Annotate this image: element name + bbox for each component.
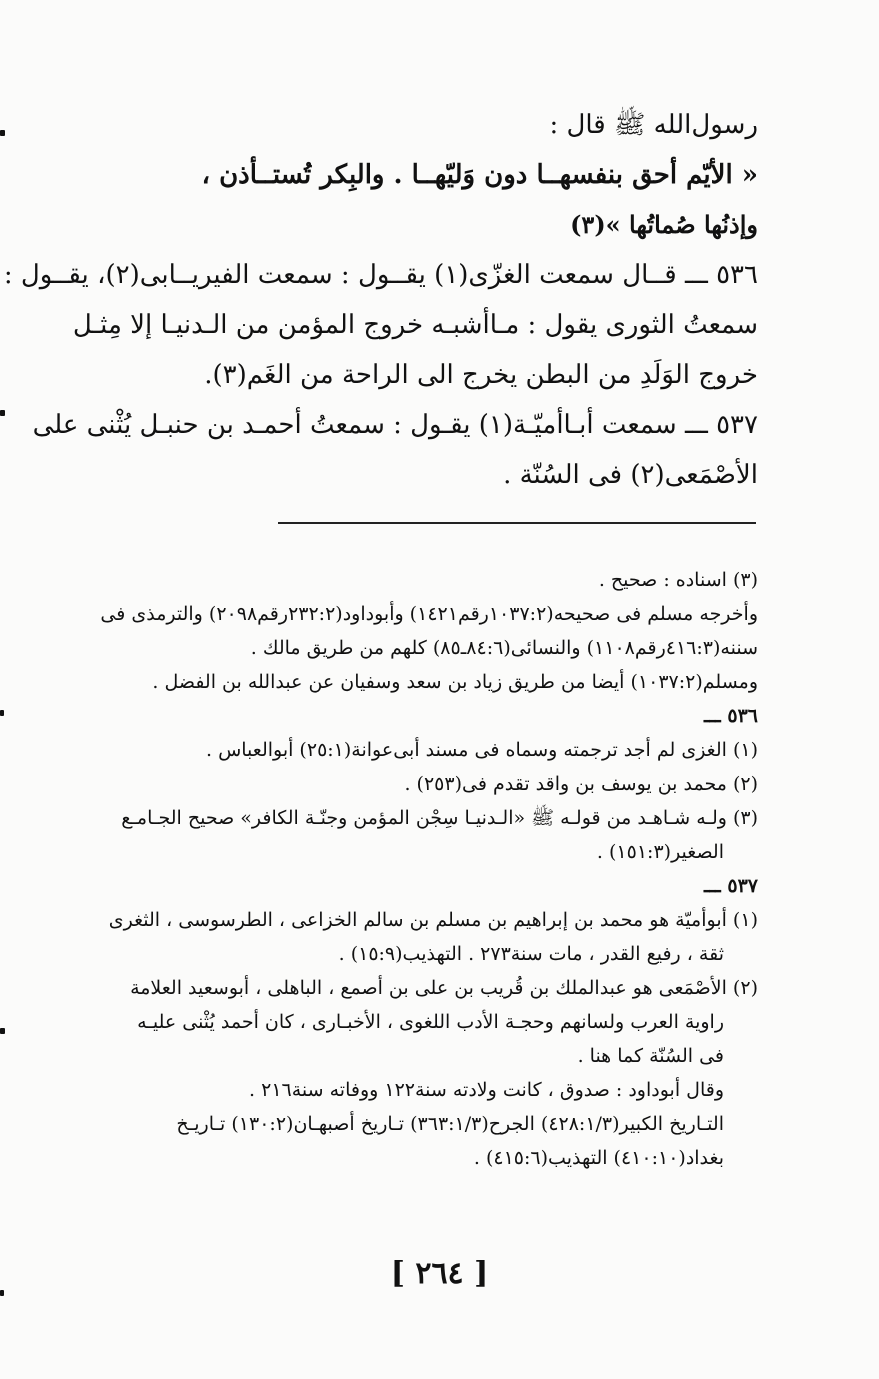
scan-mark [0, 130, 5, 136]
footnote-line: سننه(٤١٦:٣رقم١١٠٨) والنسائى(٨٤:٦ـ٨٥) كلهم من طريق مالك . [250, 637, 758, 659]
footnote-line: (١) الغزى لم أجد ترجمته وسماه فى مسند أبى‌عوانة(٢٥:١) أبوالعباس . [205, 739, 758, 761]
page-number: [ ٢٦٤ ] [390, 1256, 489, 1291]
footnote-line: فى السُنّة كما هنا . [577, 1045, 724, 1067]
text-line: ٥٣٦ ـــ قــال سمعت الغزّى(١) يقــول : سمعت الفيريــابى(٢)، يقــول : [3, 260, 758, 290]
footnote-line: (١) أبوأميّة هو محمد بن إبراهيم بن مسلم بن سالم الخزاعى ، الطرسوسى ، الثغرى [108, 909, 758, 931]
footnote-line: بغداد(٤١٠:١٠) التهذيب(٤١٥:٦) . [473, 1147, 724, 1169]
footnote-line: (٢) محمد بن يوسف بن واقد تقدم فى(٢٥٣) . [404, 773, 758, 795]
main-text-block [3, 100, 758, 500]
text-line: ٥٣٧ ـــ سمعت أبـاأميّـة(١) يقـول : سمعتُ أحمـد بن حنبـل يُثْنى على [32, 410, 758, 440]
scan-mark [0, 1028, 5, 1034]
footnote-line: (٣) اسناده : صحيح . [598, 569, 758, 591]
footnote-line: راوية العرب ولسانهم وحجـة الأدب اللغوى ، الأخبـارى ، كان أحمد يُثْنى عليـه [137, 1011, 724, 1033]
footnote-section-heading: ٥٣٦ ـــ [704, 705, 758, 727]
scan-mark [0, 710, 4, 716]
scan-mark [0, 410, 5, 416]
hadith-quote-line: « الأيّم أحق بنفسهــا دون وَليّهــا . والبِكر تُستــأذن ، [201, 160, 758, 190]
hadith-quote-line: وإذنُها صُماتُها »(٣) [570, 210, 758, 239]
footnote-line: (٣) ولـه شـاهـد من قولـه ﷺ «الـدنيـا سِجْن المؤمن وجنّـة الكافر» صحيح الجـامـع [121, 807, 758, 829]
text-line: خروج الوَلَدِ من البطن يخرج الى الراحة من الغَم(٣). [204, 360, 758, 390]
footnote-line: ثقة ، رفيع القدر ، مات سنة٢٧٣ . التهذيب(١٥:٩) . [338, 943, 724, 965]
text-line: سمعتُ الثورى يقول : مـاأشبـه خروج المؤمن من الـدنيـا إلا مِثـل [72, 310, 758, 340]
footnote-line: ومسلم(١٠٣٧:٢) أيضا من طريق زياد بن سعد وسفيان عن عبدالله بن الفضل . [152, 671, 758, 693]
footnote-line: الصغير(١٥١:٣) . [596, 841, 724, 863]
footnote-line: (٢) الأصْمَعى هو عبدالملك بن قُريب بن على بن أصمع ، الباهلى ، أبوسعيد العلامة [130, 977, 758, 999]
footnote-divider [278, 522, 756, 524]
footnotes [62, 563, 758, 1175]
footnote-section-heading: ٥٣٧ ـــ [704, 875, 758, 897]
text-line: الأصْمَعى(٢) فى السُنّة . [503, 460, 758, 490]
text-line: رسول‌الله ﷺ قال : [549, 110, 758, 140]
footnote-line: وقال أبوداود : صدوق ، كانت ولادته سنة١٢٢ ووفاته سنة٢١٦ . [249, 1079, 724, 1101]
footnote-line: التـاريخ الكبير(٤٢٨:١/٣) الجرح(٣٦٣:١/٣) تـاريخ أصبهـان(١٣٠:٢) تـاريـخ [176, 1113, 724, 1135]
footnote-line: وأخرجه مسلم فى صحيحه(١٠٣٧:٢رقم١٤٢١) وأبوداود(٢٣٢:٢رقم٢٠٩٨) والترمذى فى [100, 603, 758, 625]
